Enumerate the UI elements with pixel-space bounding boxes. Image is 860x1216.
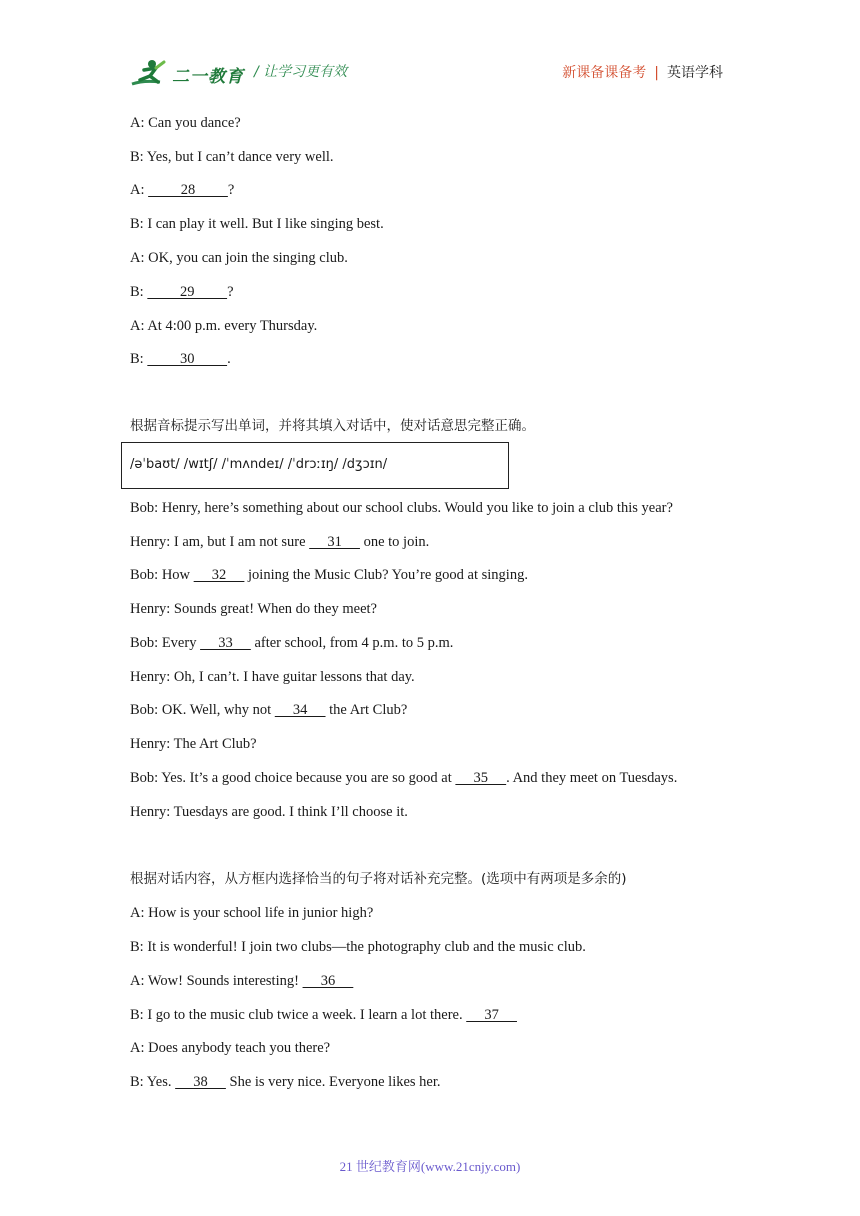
runner-logo-icon (130, 58, 172, 90)
line-text: She is very nice. Everyone likes her. (225, 1074, 441, 1090)
line-text: . (227, 351, 231, 367)
dialogue-line (130, 904, 373, 922)
line-text: A: OK, you can join the singing club. (130, 250, 348, 266)
line-text: A: Can you dance? (130, 115, 241, 131)
line-text: A: At 4:00 p.m. every Thursday. (130, 318, 318, 334)
answer-blank-30[interactable]: 30 (147, 351, 228, 367)
dialogue-line (130, 634, 453, 652)
logo (130, 58, 250, 90)
answer-blank-31[interactable]: 31 (309, 534, 360, 550)
answer-blank-36[interactable]: 36 (302, 973, 354, 989)
line-text: . And they meet on Tuesdays. (506, 770, 678, 786)
dialogue-line (130, 350, 231, 368)
line-text: Bob: Yes. It’s a good choice because you are so good at (130, 770, 456, 786)
dialogue-line (130, 215, 384, 233)
line-text: Henry: Sounds great! When do they meet? (130, 601, 377, 617)
line-text: B: Yes. (130, 1074, 176, 1090)
answer-blank-33[interactable]: 33 (200, 635, 251, 651)
line-text: A: How is your school life in junior high? (130, 905, 374, 921)
answer-blank-34[interactable]: 34 (274, 702, 326, 718)
section-instruction: 根据对话内容，从方框内选择恰当的句子将对话补充完整。(选项中有两项是多余的) (130, 871, 627, 887)
answer-blank-37[interactable]: 37 (466, 1007, 517, 1023)
line-text: A: (130, 182, 149, 198)
phonetic-hints: /əˈbaʊt/ /wɪtʃ/ /ˈmʌndeɪ/ /ˈdrɔːɪŋ/ /dʒɔɪn/ (130, 457, 388, 472)
slogan: / 让学习更有效 (254, 64, 348, 80)
dialogue-line (130, 668, 415, 686)
line-text: Henry: I am, but I am not sure (130, 534, 310, 550)
line-text: B: I go to the music club twice a week. I learn a lot there. (130, 1007, 467, 1023)
dialogue-line (130, 1039, 330, 1057)
dialogue-line (130, 600, 377, 618)
line-text: B: It is wonderful! I join two clubs—the photography club and the music club. (130, 939, 586, 955)
dialogue-line (130, 249, 348, 267)
dialogue-line (130, 114, 241, 132)
dialogue-line (130, 769, 677, 787)
line-text: joining the Music Club? You’re good at singing. (244, 567, 528, 583)
line-text: B: Yes, but I can’t dance very well. (130, 149, 334, 165)
line-text: Henry: Tuesdays are good. I think I’ll choose it. (130, 804, 408, 820)
answer-blank-32[interactable]: 32 (193, 567, 245, 583)
dialogue-line (130, 148, 334, 166)
dialogue-line (130, 972, 353, 990)
answer-blank-29[interactable]: 29 (147, 284, 228, 300)
line-text: the Art Club? (325, 702, 408, 718)
answer-blank-35[interactable]: 35 (455, 770, 507, 786)
line-text: after school, from 4 p.m. to 5 p.m. (250, 635, 454, 651)
dialogue-line (130, 803, 408, 821)
page-header (0, 0, 860, 100)
section-instruction: 根据音标提示写出单词，并将其填入对话中，使对话意思完整正确。 (130, 418, 535, 434)
dialogue-line (130, 533, 429, 551)
dialogue-line (130, 1073, 441, 1091)
line-text: Bob: Henry, here’s something about our school clubs. Would you like to join a club this year? (130, 500, 673, 516)
dialogue-line (130, 735, 257, 753)
dialogue-line (130, 317, 317, 335)
word-box (121, 442, 509, 489)
answer-blank-38[interactable]: 38 (175, 1074, 226, 1090)
header-separator: | (654, 65, 659, 81)
page-footer: 21 世纪教育网(www.21cnjy.com) (339, 1159, 521, 1174)
line-text: one to join. (359, 534, 430, 550)
line-text: Bob: OK. Well, why not (130, 702, 275, 718)
header-subject-label: 英语学科 (667, 65, 723, 81)
line-text: Bob: Every (130, 635, 201, 651)
line-text: B: I can play it well. But I like singing best. (130, 216, 384, 232)
dialogue-line (130, 1006, 517, 1024)
dialogue-line (130, 701, 407, 719)
line-text: A: Does anybody teach you there? (130, 1040, 331, 1056)
answer-blank-28[interactable]: 28 (148, 182, 228, 198)
line-text: B: (130, 284, 148, 300)
dialogue-line (130, 283, 234, 301)
header-course-label: 新课备课备考 (562, 65, 647, 81)
line-text: Henry: The Art Club? (130, 736, 257, 752)
line-text: A: Wow! Sounds interesting! (130, 973, 303, 989)
line-text: B: (130, 351, 148, 367)
dialogue-line (130, 499, 673, 517)
line-text: Bob: How (130, 567, 194, 583)
dialogue-line (130, 181, 234, 199)
logo-text: 二一教育 (172, 67, 244, 87)
line-text: Henry: Oh, I can’t. I have guitar lessons that day. (130, 669, 415, 685)
header-subject (562, 62, 723, 82)
line-text: ? (227, 284, 234, 300)
line-text: ? (227, 182, 235, 198)
dialogue-line (130, 938, 586, 956)
dialogue-line (130, 566, 528, 584)
